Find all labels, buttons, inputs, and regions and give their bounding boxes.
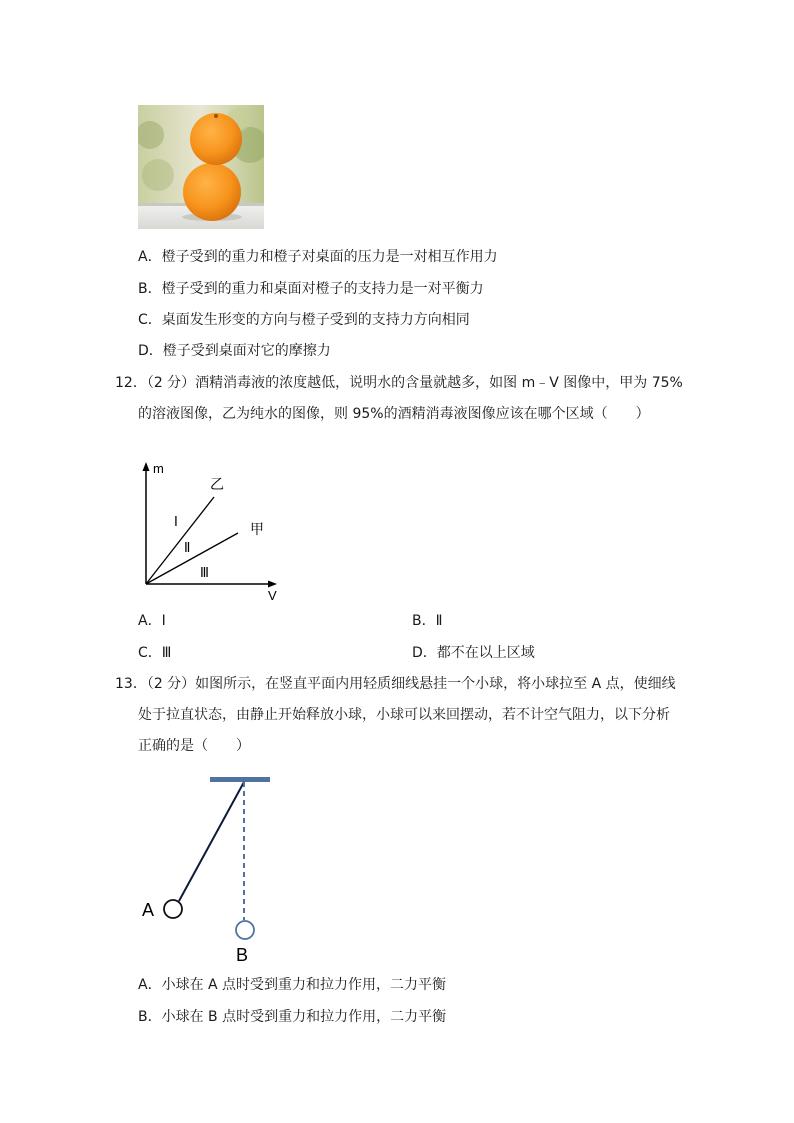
q13-stem-line3: 正确的是（ ） bbox=[138, 738, 250, 754]
q13-option-a[interactable] bbox=[138, 975, 446, 995]
option-text: Ⅱ bbox=[435, 613, 443, 629]
x-axis-label: V bbox=[268, 588, 277, 603]
option-letter: D． bbox=[138, 343, 163, 359]
q13-option-b[interactable] bbox=[138, 1007, 446, 1027]
line-jia-label: 甲 bbox=[250, 521, 264, 537]
option-text: Ⅰ bbox=[161, 613, 166, 629]
option-letter: B． bbox=[138, 281, 162, 297]
q12-option-c[interactable] bbox=[138, 643, 171, 663]
line-jia bbox=[146, 533, 238, 584]
q12-stem-line1: 12．（2 分）酒精消毒液的浓度越低，说明水的含量就越多，如图 m﹣V 图像中，甲为 75% bbox=[115, 375, 683, 391]
q11-option-b[interactable] bbox=[138, 279, 484, 299]
option-letter: D． bbox=[412, 645, 437, 661]
option-letter: C． bbox=[138, 312, 162, 328]
ball-b bbox=[236, 921, 254, 939]
pendulum-string-a bbox=[179, 782, 244, 901]
option-letter: A． bbox=[138, 249, 162, 265]
y-axis-arrow bbox=[143, 462, 150, 471]
option-text: Ⅲ bbox=[161, 645, 172, 661]
x-axis-arrow bbox=[268, 581, 277, 588]
region-2-label: Ⅱ bbox=[184, 540, 191, 555]
option-letter: B． bbox=[412, 613, 436, 629]
option-text: 橙子受到的重力和桌面对橙子的支持力是一对平衡力 bbox=[161, 281, 484, 297]
stacked-oranges-photo bbox=[138, 105, 264, 229]
q12-option-a[interactable] bbox=[138, 611, 166, 631]
q11-option-a[interactable] bbox=[138, 247, 498, 267]
option-letter: C． bbox=[138, 645, 162, 661]
ceiling-support bbox=[210, 777, 270, 782]
q13-stem-line1: 13．（2 分）如图所示，在竖直平面内用轻质细线悬挂一个小球，将小球拉至 A 点，使细线 bbox=[115, 676, 676, 692]
option-text: 橙子受到桌面对它的摩擦力 bbox=[162, 343, 331, 359]
option-text: 都不在以上区域 bbox=[436, 645, 535, 661]
q11-option-c[interactable] bbox=[138, 310, 470, 330]
option-letter: B． bbox=[138, 1009, 162, 1025]
ball-a bbox=[164, 900, 182, 918]
q13-pendulum-figure bbox=[130, 770, 290, 968]
q12-m-v-graph bbox=[130, 458, 290, 606]
option-text: 橙子受到的重力和橙子对桌面的压力是一对相互作用力 bbox=[161, 249, 498, 265]
option-letter: A． bbox=[138, 613, 162, 629]
option-letter: A． bbox=[138, 977, 162, 993]
q12-option-b[interactable] bbox=[412, 611, 443, 631]
option-text: 桌面发生形变的方向与橙子受到的支持力方向相同 bbox=[161, 312, 470, 328]
label-a: A bbox=[142, 900, 155, 920]
q12-option-d[interactable] bbox=[412, 643, 535, 663]
option-text: 小球在 A 点时受到重力和拉力作用，二力平衡 bbox=[161, 977, 447, 993]
q11-option-d[interactable] bbox=[138, 341, 331, 361]
q13-stem-line2: 处于拉直状态，由静止开始释放小球，小球可以来回摆动，若不计空气阻力，以下分析 bbox=[138, 707, 670, 723]
region-3-label: Ⅲ bbox=[200, 565, 209, 580]
q12-stem-line2: 的溶液图像，乙为纯水的图像，则 95%的酒精消毒液图像应该在哪个区域（ ） bbox=[138, 406, 650, 422]
option-text: 小球在 B 点时受到重力和拉力作用，二力平衡 bbox=[161, 1009, 447, 1025]
y-axis-label: m bbox=[153, 461, 164, 476]
label-b: B bbox=[236, 945, 249, 965]
region-1-label: Ⅰ bbox=[174, 514, 178, 529]
line-yi-label: 乙 bbox=[210, 476, 224, 492]
